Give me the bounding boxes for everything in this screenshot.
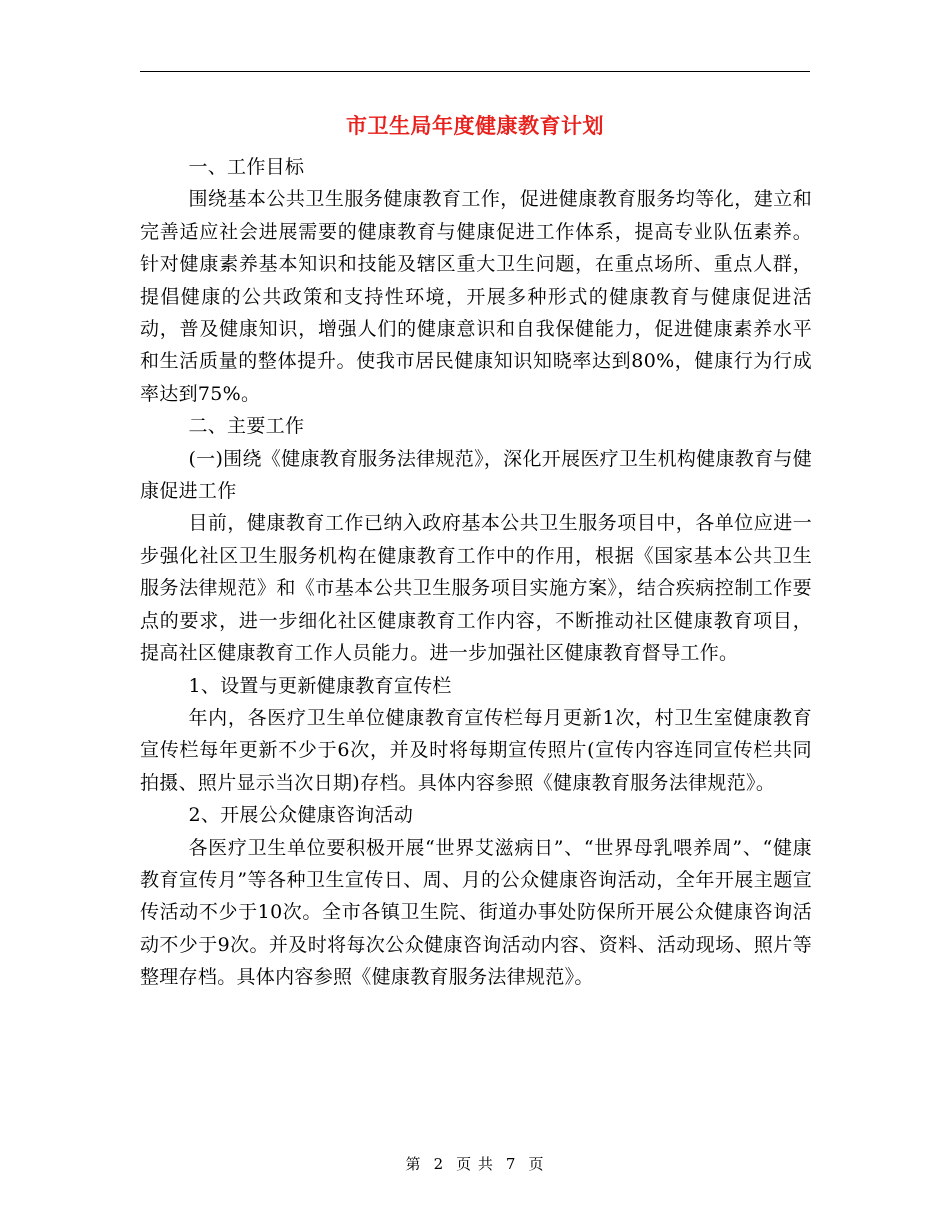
footer-middle: 页 共 (456, 1155, 494, 1173)
goals-paragraph: 围绕基本公共卫生服务健康教育工作，促进健康教育服务均等化，建立和完善适应社会进展需要的健康教育与健康促进工作体系，提高专业队伍素养。针对健康素养基本知识和技能及辖区重大卫生问题，在重点场所、重点人群，提倡健康的公共政策和支持性环境，开展多种形式的健康教育与健康促进活动，普及健康知识，增强人们的健康意识和自我保健能力，促进健康素养水平和生活质量的整体提升。使我市居民健康知识知晓率达到80%，健康行为行成率达到75%。 (140, 188, 812, 405)
community-paragraph: 目前，健康教育工作已纳入政府基本公共卫生服务项目中，各单位应进一步强化社区卫生服务机构在健康教育工作中的作用，根据《国家基本公共卫生服务法律规范》和《市基本公共卫生服务项目实施方案》，结合疾病控制工作要点的要求，进一步细化社区健康教育工作内容，不断推动社区健康教育项目，提高社区健康教育工作人员能力。进一步加强社区健康教育督导工作。 (140, 512, 812, 665)
consultation-paragraph: 各医疗卫生单位要积极开展“世界艾滋病日”、“世界母乳喂养周”、“健康教育宣传月”等各种卫生宣传日、周、月的公众健康咨询活动，全年开展主题宣传活动不少于10次。全市各镇卫生院、街道办事处防保所开展公众健康咨询活动不少于9次。并及时将每次公众健康咨询活动内容、资料、活动现场、照片等整理存档。具体内容参照《健康教育服务法律规范》。 (140, 836, 812, 989)
section-heading-goals: 一、工作目标 (188, 156, 305, 178)
section-heading-main-work: 二、主要工作 (188, 415, 305, 438)
page-footer (0, 1153, 950, 1175)
item-heading-consultation: 2、开展公众健康咨询活动 (188, 804, 414, 827)
footer-current-page: 2 (433, 1155, 445, 1173)
footer-prefix: 第 (405, 1155, 422, 1173)
document-body (140, 151, 812, 994)
item-heading-bulletin: 1、设置与更新健康教育宣传栏 (188, 674, 452, 697)
subsection-heading-1: (一)围绕《健康教育服务法律规范》，深化开展医疗卫生机构健康教育与健康促进工作 (140, 447, 812, 503)
footer-suffix: 页 (528, 1155, 545, 1173)
footer-total-pages: 7 (505, 1155, 517, 1173)
bulletin-paragraph: 年内，各医疗卫生单位健康教育宣传栏每月更新1次，村卫生室健康教育宣传栏每年更新不少于6次，并及时将每期宣传照片(宣传内容连同宣传栏共同拍摄、照片显示当次日期)存档。具体内容参照《健康教育服务法律规范》。 (140, 706, 812, 794)
document-title: 市卫生局年度健康教育计划 (346, 113, 604, 138)
header-rule (140, 71, 810, 72)
